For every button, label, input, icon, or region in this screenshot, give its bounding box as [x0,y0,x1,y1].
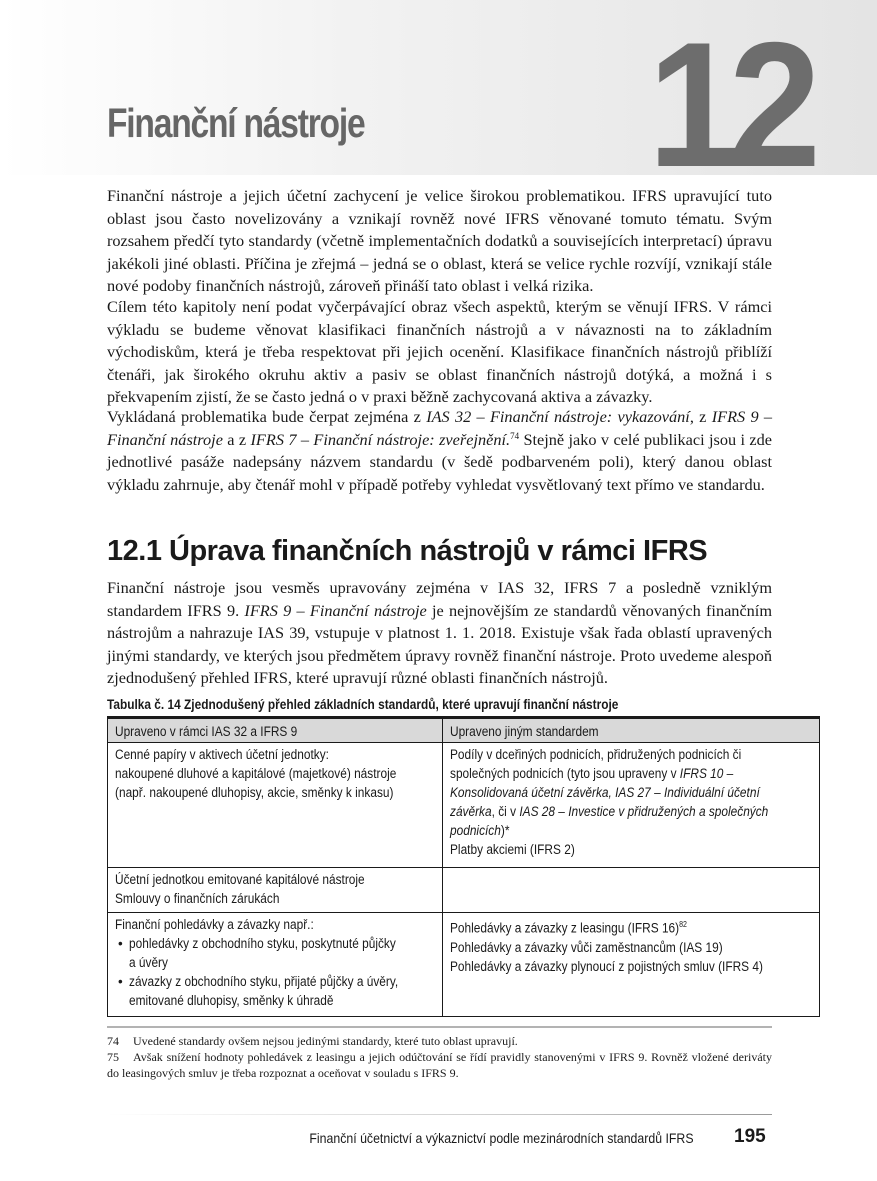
table-row [108,743,820,868]
table-header-ias32-ifrs9: Upraveno v rámci IAS 32 a IFRS 9 [108,718,443,743]
page-number: 195 [734,1126,766,1147]
standards-table [107,716,820,1017]
table-header-row [108,718,820,743]
table-row [108,913,820,1017]
intro-paragraph-2: Cílem této kapitoly není podat vyčerpávající obraz všech aspektů, kterým se věnují IFRS. V rámci výkladu se budeme věnovat klasifikaci finančních nástrojů a v návaznosti na to základním východiskům, která je třeba respektovat při jejich ocenění. Klasifikace finančních nástrojů přiblíží čtenáři, jak širokého okruhu aktiv a pasiv se oblast finančních nástrojů dotýká, a možná i s překvapením zjistí, že se často jedná o v praxi běžně zachycovaná aktiva a závazky. [107,297,772,407]
footnote-74: 74 Uvedené standardy ovšem nejsou jedinými standardy, které tuto oblast upravují. [107,1034,518,1048]
table-cell: Cenné papíry v aktivech účetní jednotky: nakoupené dluhové a kapitálové (majetkové) nástroje (např. nakoupené dluhopisy, akcie, směnky k inkasu) [108,743,443,868]
intro-paragraph-1: Finanční nástroje a jejich účetní zachycení je velice širokou problematikou. IFRS upravující tuto oblast jsou často novelizovány a vznikají rovněž nové IFRS věnované tomuto tématu. Svým rozsahem předčí tyto standardy (včetně implementačních dodatků a souvisejících interpretací) úpravu jakékoli jiné oblasti. Příčina je zřejmá – jedná se o oblast, která se velice rychle rozvíjí, vznikají stále nové podoby finančních nástrojů, zároveň přináší tato oblast i velká rizika. [107,186,772,296]
table-cell: Pohledávky a závazky z leasingu (IFRS 16)$^{82}$ Pohledávky a závazky vůči zaměstnancům (IAS 19) Pohledávky a závazky plynoucí z pojistných smluv (IFRS 4) [442,913,819,1017]
section-heading: 12.1 Úprava finančních nástrojů v rámci IFRS [107,535,708,567]
table-row [108,868,820,913]
table-cell: Podíly v dceřiných podnicích, přidružených podnicích či společných podnicích (tyto jsou upraveny v IFRS 10 – Konsolidovaná účetní závěrka, IAS 27 – Individuální účetní závěrka, či v IAS 28 – Investice v přidružených a společných podnicích)* Platby akciemi (IFRS 2) [442,743,819,868]
section-paragraph: Finanční nástroje jsou vesměs upravovány zejména v IAS 32, IFRS 7 a posledně vzniklým standardem IFRS 9. IFRS 9 – Finanční nástroje je nejnovějším ze standardů věnovaných finančním nástrojům a nahrazuje IAS 39, vstupuje v platnost 1. 1. 2018. Existuje však řada oblastí upravených jinými standardy, ve kterých jsou předmětem úpravy rovněž finanční nástroje. Proto uvedeme alespoň zjednodušený přehled IFRS, které upravují různé oblasti finančních nástrojů. [107,578,772,688]
chapter-title: Finanční nástroje [107,100,365,146]
footnote-75: 75 Avšak snížení hodnoty pohledávek z leasingu a jejich odúčtování se řídí pravidly stanovenými v IFRS 9. Rovněž vložené deriváty do leasingových smluv je třeba rozpoznat a oceňovat v souladu s IFRS 9. [107,1050,772,1080]
footer-divider [107,1114,772,1115]
list-item: • závazky z obchodního styku, přijaté půjčky a úvěry, emitované dluhopisy, směnky k úhradě [115,972,435,1010]
list-item: • pohledávky z obchodního styku, poskytnuté půjčky a úvěry [115,934,435,972]
footnote-divider [107,1026,772,1028]
intro-paragraph-3: Vykládaná problematika bude čerpat zejména z IAS 32 – Finanční nástroje: vykazování, z IFRS 9 – Finanční nástroje a z IFRS 7 – Finanční nástroje: zveřejnění.$^{74}$ Stejně jako v celé publikaci jsou i zde jednotlivé pasáže nadepsány názvem standardu (v šedě podbarveném poli), který danou oblast výkladu zahrnuje, aby čtenář mohl v případě potřeby vyhledat vysvětlovaný text přímo ve standardu. [107,407,773,494]
table-cell: Finanční pohledávky a závazky např.: • pohledávky z obchodního styku, poskytnuté půjčky a úvěry • závazky z obchodního styku, přijaté půjčky a úvěry, emitované dluhopisy, směnky k úhradě [108,913,443,1017]
chapter-number: 12 [648,5,810,204]
table-header-other-standard: Upraveno jiným standardem [442,718,819,743]
table-cell: Účetní jednotkou emitované kapitálové nástroje Smlouvy o finančních zárukách [108,868,443,913]
running-footer: Finanční účetnictví a výkaznictví podle mezinárodních standardů IFRS [309,1130,694,1146]
bullet-list [115,934,435,1010]
table-caption: Tabulka č. 14 Zjednodušený přehled základních standardů, které upravují finanční nástroje [107,697,619,712]
footnote-ref-82[interactable]: 82 [679,920,687,929]
footnote-ref-74[interactable]: 74 [510,430,520,441]
table-cell [442,868,819,913]
